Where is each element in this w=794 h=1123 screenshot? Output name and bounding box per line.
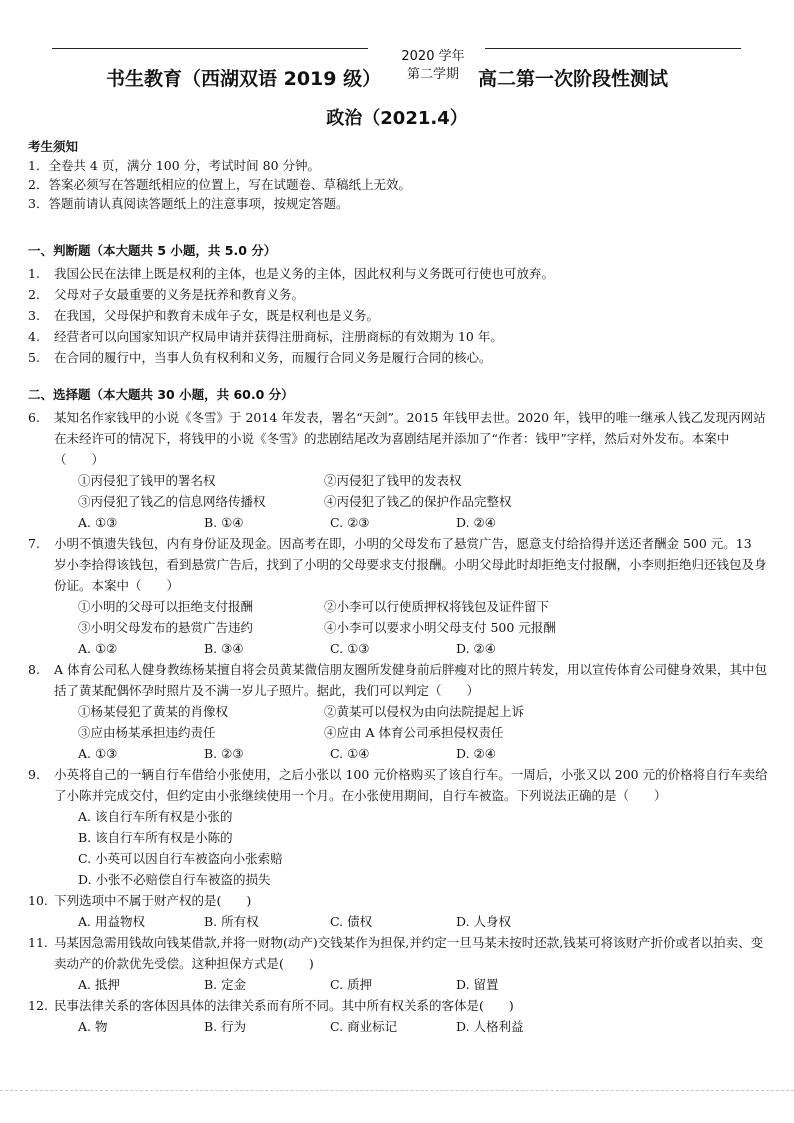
choice-b: B. ③④ [204, 641, 244, 656]
choice-d: D. 人身权 [456, 914, 512, 929]
question-text: 马某因急需用钱故向钱某借款,并将一财物(动产)交钱某作为担保,并约定一旦马某未按时还款,钱某可将该财产折价或者以拍卖、变卖动产的价款优先受偿。这种担保方式是( ) [54, 935, 764, 971]
question-text: 下列选项中不属于财产权的是( ) [54, 893, 252, 908]
choice-row [28, 638, 768, 659]
section-multiple-choice [28, 384, 768, 1037]
section-heading: 二、选择题（本大题共 30 小题，共 60.0 分） [28, 387, 294, 402]
statement: ①丙侵犯了钱甲的署名权 [78, 473, 216, 488]
section-heading: 一、判断题（本大题共 5 小题，共 5.0 分） [28, 243, 277, 258]
notice-item: 1．全卷共 4 页，满分 100 分，考试时间 80 分钟。 [28, 158, 321, 173]
question-9 [28, 764, 768, 806]
question-number: 9. [28, 767, 40, 782]
choice-b: B. 定金 [204, 977, 247, 992]
choice-c: C. 债权 [330, 914, 373, 929]
exam-subtitle: 政治（2021.4） [326, 108, 468, 129]
question-number: 2. [28, 287, 40, 302]
candidate-notice [28, 137, 768, 213]
question-number: 6. [28, 410, 40, 425]
question-text: 我国公民在法律上既是权利的主体，也是义务的主体，因此权利与义务既可行使也可放弃。 [54, 266, 555, 281]
question-number: 8. [28, 662, 40, 677]
choice-row [28, 512, 768, 533]
question-number: 12. [28, 998, 48, 1013]
choice-c: C. 小英可以因自行车被盗向小张索赔 [78, 851, 283, 866]
question-number: 11. [28, 935, 48, 950]
notice-heading: 考生须知 [28, 139, 79, 154]
statement-row [28, 470, 768, 491]
exam-name: 高二第一次阶段性测试 [478, 68, 669, 90]
notice-item: 2．答案必须写在答题纸相应的位置上，写在试题卷、草稿纸上无效。 [28, 177, 411, 192]
question-number: 1. [28, 266, 40, 281]
choice-a: A. 用益物权 [78, 914, 145, 929]
choice-a: A. ①② [78, 641, 118, 656]
question-number: 7. [28, 536, 40, 551]
question-text: 经营者可以向国家知识产权局申请并获得注册商标，注册商标的有效期为 10 年。 [54, 329, 503, 344]
question-8 [28, 659, 768, 701]
statement: ①小明的父母可以拒绝支付报酬 [78, 599, 254, 614]
choice-a: A. ①③ [78, 746, 118, 761]
choice-d: D. ②④ [456, 515, 496, 530]
statement-row [28, 491, 768, 512]
question [28, 305, 768, 326]
choice-c: C. ①④ [330, 746, 370, 761]
header-rule-right [485, 48, 741, 49]
statement: ④丙侵犯了钱乙的保护作品完整权 [324, 494, 512, 509]
choice-b: B. 行为 [204, 1019, 247, 1034]
question-text: 在我国，父母保护和教育未成年子女，既是权利也是义务。 [54, 308, 380, 323]
question-text: 在合同的履行中，当事人负有权利和义务，而履行合同义务是履行合同的核心。 [54, 350, 492, 365]
statement: ②丙侵犯了钱甲的发表权 [324, 473, 462, 488]
choice-b: B. ①④ [204, 515, 244, 530]
question-10 [28, 890, 768, 911]
choice-row [28, 743, 768, 764]
question-text: 小明不慎遗失钱包，内有身份证及现金。因高考在即，小明的父母发布了悬赏广告，愿意支付给拾得并送还者酬金 500 元。13 岁小李拾得该钱包，看到悬赏广告后，找到了小明的父母要求支付报酬。小明父母此时却拒绝支付报酬，小李则拒绝归还钱包及身份证。本案中（ ） [54, 536, 767, 593]
statement: ②黄某可以侵权为由向法院提起上诉 [324, 704, 525, 719]
choice-a: A. 抵押 [78, 977, 120, 992]
choice-c: C. ①③ [330, 641, 370, 656]
choice-a: A. ①③ [78, 515, 118, 530]
statement: ①杨某侵犯了黄某的肖像权 [78, 704, 229, 719]
term-year: 2020 学年 [401, 49, 465, 64]
question-number: 10. [28, 893, 48, 908]
question-text: A 体育公司私人健身教练杨某擅自将会员黄某微信朋友圈所发健身前后胖瘦对比的照片转发，用以宣传体育公司健身效果，其中包括了黄某配偶怀孕时照片及不满一岁儿子照片。据此，我们可以判定（ ） [54, 662, 768, 698]
term-semester: 第二学期 [406, 67, 459, 82]
statement: ③应由杨某承担违约责任 [78, 725, 216, 740]
question [28, 347, 768, 368]
statement: ③丙侵犯了钱乙的信息网络传播权 [78, 494, 266, 509]
question [28, 326, 768, 347]
statement-row [28, 617, 768, 638]
question [28, 263, 768, 284]
choice-b: B. 所有权 [204, 914, 259, 929]
notice-item: 3．答题前请认真阅读答题纸上的注意事项，按规定答题。 [28, 196, 349, 211]
question-11 [28, 932, 768, 974]
statement: ④小李可以要求小明父母支付 500 元报酬 [324, 620, 556, 635]
question-6 [28, 407, 768, 470]
statement-row [28, 722, 768, 743]
choice-row [28, 974, 768, 995]
choice-d: D. ②④ [456, 641, 496, 656]
question-number: 5. [28, 350, 40, 365]
question-number: 3. [28, 308, 40, 323]
section-true-false [28, 240, 768, 368]
choice-a: A. 物 [78, 1019, 108, 1034]
choice-b: B. 该自行车所有权是小陈的 [78, 830, 233, 845]
term-block [393, 48, 473, 84]
choice-c: C. ②③ [330, 515, 370, 530]
statement-row [28, 596, 768, 617]
choice-a: A. 该自行车所有权是小张的 [78, 809, 233, 824]
question-text: 某知名作家钱甲的小说《冬雪》于 2014 年发表，署名“天剑”。2015 年钱甲去世。2020 年，钱甲的唯一继承人钱乙发现丙网站在未经许可的情况下，将钱甲的小说《冬雪》的悲剧结尾改为喜剧结尾并添加了“作者：钱甲”字样，然后对外发布。本案中（ ） [54, 410, 766, 467]
question-text: 小英将自己的一辆自行车借给小张使用，之后小张以 100 元价格购买了该自行车。一周后，小张又以 200 元的价格将自行车卖给了小陈并完成交付，但约定由小张继续使用一个月。在小张使用期间，自行车被盗。下列说法正确的是（ ） [54, 767, 768, 803]
choice-row [28, 911, 768, 932]
question-7 [28, 533, 768, 596]
statement: ④应由 A 体育公司承担侵权责任 [324, 725, 504, 740]
choice-b: B. ②③ [204, 746, 244, 761]
choice-d: D. 留置 [456, 977, 499, 992]
choice-c: C. 质押 [330, 977, 373, 992]
choice-d: D. ②④ [456, 746, 496, 761]
question-12 [28, 995, 768, 1016]
page-footer-rule [0, 1090, 794, 1091]
choice-d: D. 人格利益 [456, 1019, 524, 1034]
header-rule-left [52, 48, 368, 49]
question-text: 父母对子女最重要的义务是抚养和教育义务。 [54, 287, 305, 302]
statement-row [28, 701, 768, 722]
school-name: 书生教育（西湖双语 2019 级） [106, 68, 382, 90]
question-text: 民事法律关系的客体因具体的法律关系而有所不同。其中所有权关系的客体是( ) [54, 998, 514, 1013]
choice-d: D. 小张不必赔偿自行车被盗的损失 [78, 872, 271, 887]
question-number: 4. [28, 329, 40, 344]
statement: ③小明父母发布的悬赏广告违约 [78, 620, 254, 635]
question [28, 284, 768, 305]
exam-title [0, 49, 794, 96]
choice-row [28, 1016, 768, 1037]
choice-c: C. 商业标记 [330, 1019, 398, 1034]
statement: ②小李可以行使质押权将钱包及证件留下 [324, 599, 550, 614]
